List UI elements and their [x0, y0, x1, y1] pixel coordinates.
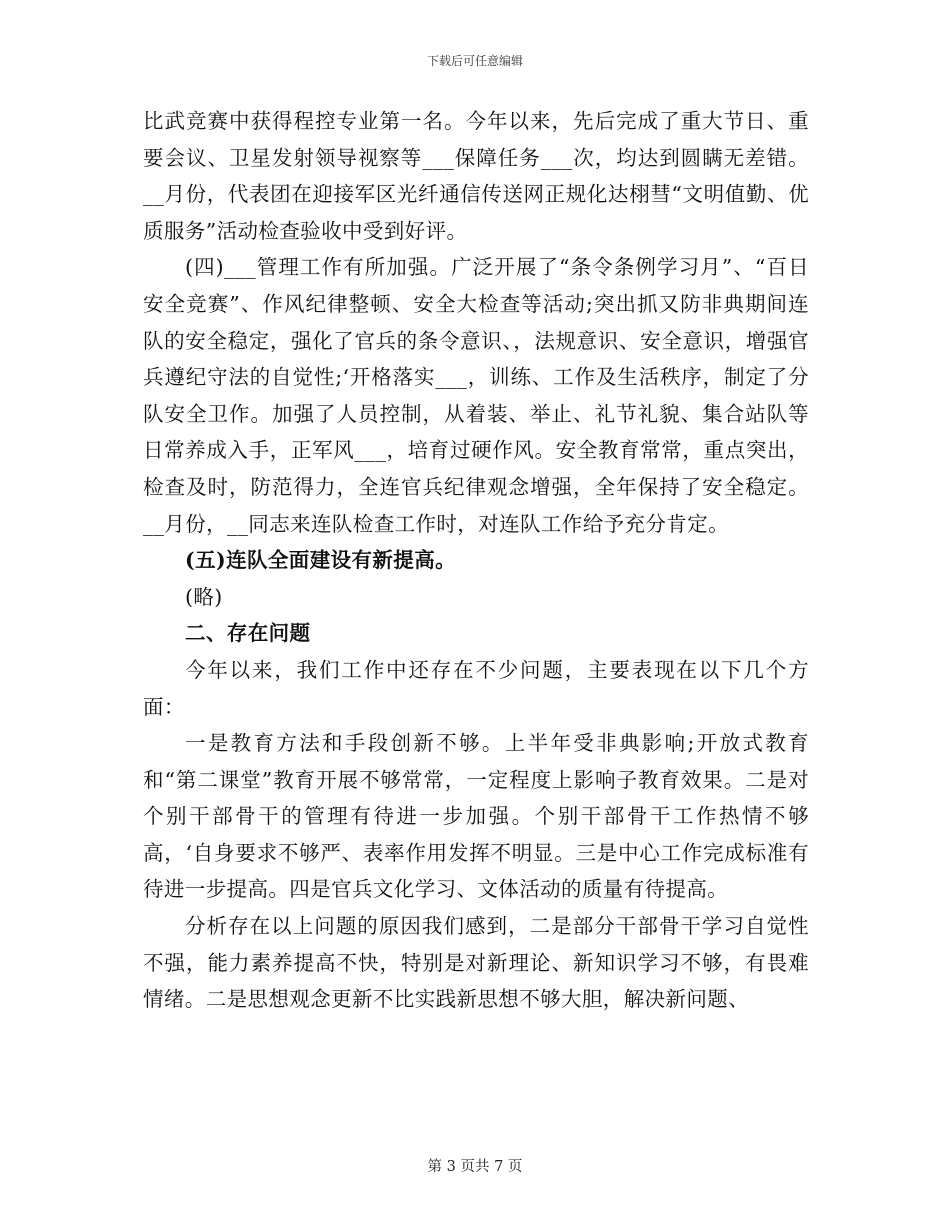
paragraph-causes: 分析存在以上问题的原因我们感到，二是部分干部骨干学习自觉性不强，能力素养提高不快，特别是对新理论、新知识学习不够，有畏难情绪。二是思想观念更新不比实践新思想不够大胆，解决新问题、: [143, 914, 809, 1012]
paragraph-management: (四)___管理工作有所加强。广泛开展了“条令条例学习月”、“百日安全竞赛”、作风纪律整顿、安全大检查等活动;突出抓又防非典期间连队的安全稳定，强化了官兵的条令意识、，法规意识、安全意识，增强官兵遵纪守法的自觉性;‘开格落实___，训练、工作及生活秩序，制定了分队安全卫作。加强了人员控制，从着装、举止、礼节礼貌、集合站队等日常养成入手，正军风___，培育过硬作风。安全教育常常，重点突出，检查及时，防范得力，全连官兵纪律观念增强，全年保持了安全稳定。__月份，__同志来连队检查工作时，对连队工作给予充分肯定。: [143, 255, 809, 536]
paragraph-continuation: 比武竞赛中获得程控专业第一名。今年以来，先后完成了重大节日、重要会议、卫星发射领导视察等___保障任务___次，均达到圆瞒无差错。__月份，代表团在迎接军区光纤通信传送网正规化达栩彗“文明值勤、优质服务”活动检查验收中受到好评。: [143, 109, 809, 243]
page-header: 下载后可任意编辑: [426, 54, 523, 68]
paragraph-problems-list: 一是教育方法和手段创新不够。上半年受非典影响;开放式教育和“第二课堂”教育开展不够常常，一定程度上影响子教育效果。二是对个别干部骨干的管理有待进一步加强。个别干部骨干工作热情不够高，‘自身要求不够严、表率作用发挥不明显。三是中心工作完成标准有待进一步提高。四是官兵文化学习、文体活动的质量有待提高。: [143, 731, 809, 902]
paragraph-omitted: (略): [185, 584, 223, 609]
section-heading-five: (五)连队全面建设有新提高。: [185, 548, 456, 573]
page-number: 第 3 页共 7 页: [427, 1159, 523, 1175]
paragraph-problems-intro: 今年以来，我们工作中还存在不少问题，主要表现在以下几个方面：: [143, 657, 809, 719]
document-body: [143, 103, 809, 1018]
section-heading-problems: 二、存在问题: [185, 621, 311, 646]
